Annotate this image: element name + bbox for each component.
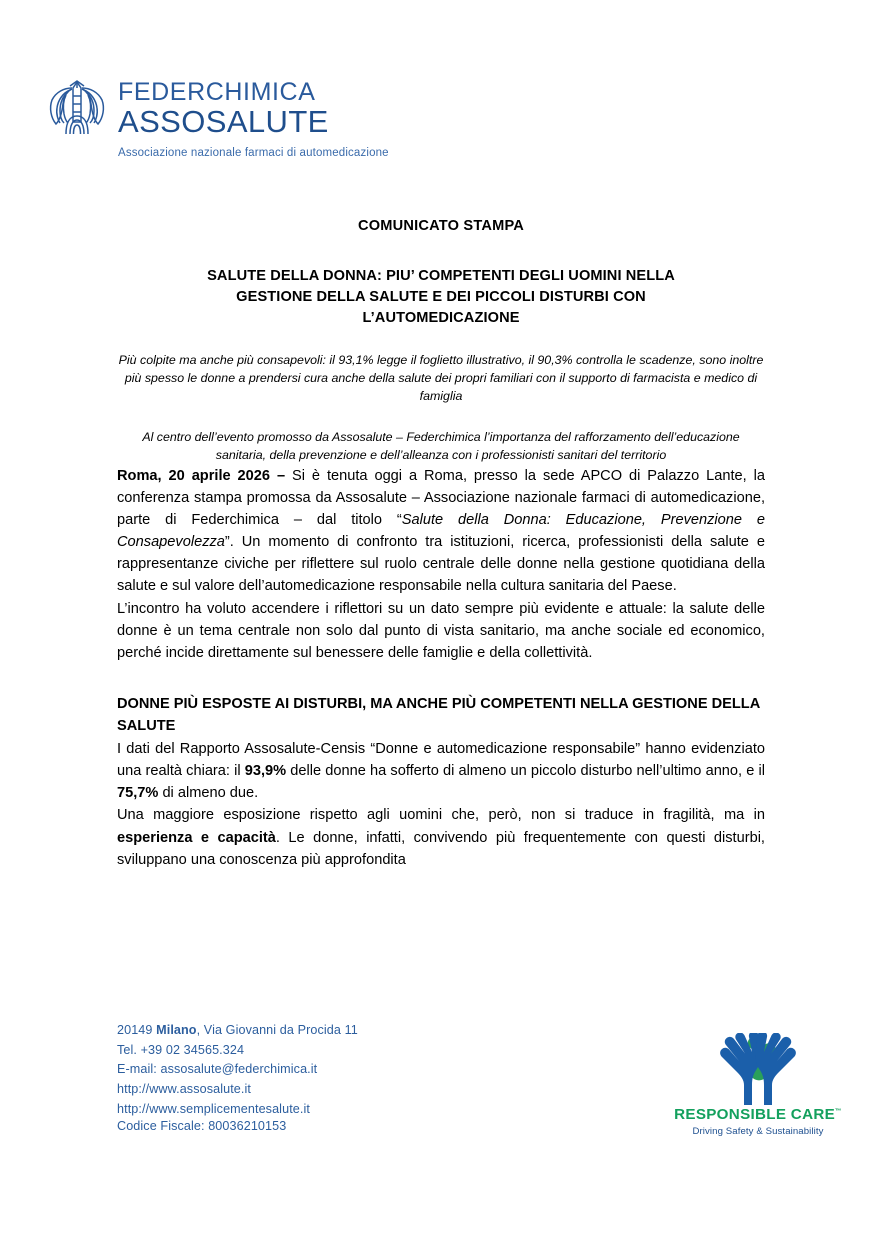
document-headline: [117, 266, 765, 329]
stat-93-9: 93,9%: [244, 763, 287, 780]
event-title: Salute della Donna: Educazione, Prevenzione e Consapevolezza: [117, 511, 765, 551]
paragraph-1-text-b: ”. Un momento di confronto tra istituzioni, ricerca, professionisti della salute e rappresentanze civiche per riflettere sul ruolo centrale delle donne nella gestione quotidiana della salute e sul valore dell’automedicazione responsabile nella cultura sanitaria del Paese.: [117, 534, 765, 595]
paragraph-3-text-c: di almeno due.: [158, 785, 259, 802]
paragraph-1-text-a: Si è tenuta oggi a Roma, presso la sede APCO di Palazzo Lante, la conferenza stampa promossa da Assosalute – Associazione nazionale farmaci di automedicazione, parte di Federchimica – dal titolo “: [117, 467, 766, 528]
federchimica-eagle-emblem-icon: [46, 76, 108, 140]
kicker-paragraph-1: Più colpite ma anche più consapevoli: il 93,1% legge il foglietto illustrativo, il 90,3% controlla le scadenze, sono inoltre più spesso le donne a prendersi cura anche della salute dei propri familiari con il supporto di farmacista e medico di famiglia: [118, 353, 764, 403]
paragraph-4-text-a: Una maggiore esposizione rispetto agli uomini che, però, non si traduce in fragilità, ma in: [117, 807, 765, 824]
document-label: COMUNICATO STAMPA: [357, 218, 525, 234]
paragraph-3-text-b: delle donne ha sofferto di almeno un piccolo disturbo nell’ultimo anno, e il: [286, 763, 765, 780]
responsible-care-hands-molecule-icon: [698, 1033, 818, 1105]
footer-fiscal-code: Codice Fiscale: 80036210153: [117, 1119, 287, 1133]
footer-address-street: , Via Giovanni da Procida 11: [196, 1023, 358, 1037]
paragraph-3: [117, 738, 765, 805]
headline-line-1: SALUTE DELLA DONNA: PIU’ COMPETENTI DEGLI UOMINI NELLA: [207, 268, 675, 284]
headline-line-2: GESTIONE DELLA SALUTE E DEI PICCOLI DISTURBI CON: [236, 289, 646, 306]
letterhead-top: [46, 76, 389, 140]
trademark-icon: ™: [835, 1107, 842, 1115]
emphasis-esperienza-capacita: esperienza e capacità: [117, 829, 276, 846]
brand-federchimica: FEDERCHIMICA: [118, 78, 316, 106]
letterhead: [46, 76, 389, 159]
paragraph-3-text-a: I dati del Rapporto Assosalute-Censis “Donne e automedicazione responsabile” hanno evidenziato una realtà chiara: il: [117, 740, 765, 780]
footer-url-assosalute[interactable]: http://www.assosalute.it: [117, 1081, 251, 1096]
letterhead-wordmark: [118, 76, 329, 138]
footer-address-zip: 20149: [117, 1023, 157, 1037]
headline-line-3: L’AUTOMEDICAZIONE: [362, 310, 520, 327]
responsible-care-logo: [672, 1033, 844, 1137]
paragraph-4-text-b: . Le donne, infatti, convivendo più frequentemente con questi disturbi, sviluppano una conoscenza più approfondita: [117, 829, 765, 868]
section-heading: DONNE PIÙ ESPOSTE AI DISTURBI, MA ANCHE PIÙ COMPETENTI NELLA GESTIONE DELLA SALUTE: [117, 696, 760, 734]
footer-contact-block: [117, 1021, 358, 1119]
document-body: [117, 218, 765, 871]
footer-phone: Tel. +39 02 34565.324: [117, 1042, 245, 1057]
responsible-care-title: [674, 1107, 842, 1124]
brand-assosalute: ASSOSALUTE: [118, 103, 329, 139]
kicker-paragraph-2: Al centro dell’evento promosso da Assosalute – Federchimica l’importanza del rafforzamento dell’educazione sanitaria, della prevenzione e dell’alleanza con i professionisti sanitari del territorio: [142, 430, 740, 462]
dateline: Roma, 20 aprile 2026 –: [117, 467, 292, 484]
footer-email[interactable]: E-mail: assosalute@federchimica.it: [117, 1062, 318, 1077]
paragraph-1: [117, 465, 765, 598]
stat-75-7: 75,7%: [117, 785, 159, 802]
paragraph-4: [117, 804, 765, 871]
footer-url-semplicementesalute[interactable]: http://www.semplicementesalute.it: [117, 1101, 310, 1116]
responsible-care-title-text: RESPONSIBLE CARE: [674, 1106, 836, 1123]
paragraph-2: L’incontro ha voluto accendere i riflettori su un dato sempre più evidente e attuale: la salute delle donne è un tema centrale non solo dal punto di vista sanitario, ma anche sociale ed economico, perché incide direttamente sul benessere delle famiglie e della collettività.: [117, 600, 765, 661]
footer-address-city: Milano: [156, 1023, 197, 1037]
responsible-care-subtitle: Driving Safety & Sustainability: [692, 1126, 824, 1137]
footer-address: [117, 1021, 358, 1041]
letterhead-tagline: Associazione nazionale farmaci di automedicazione: [118, 147, 389, 159]
